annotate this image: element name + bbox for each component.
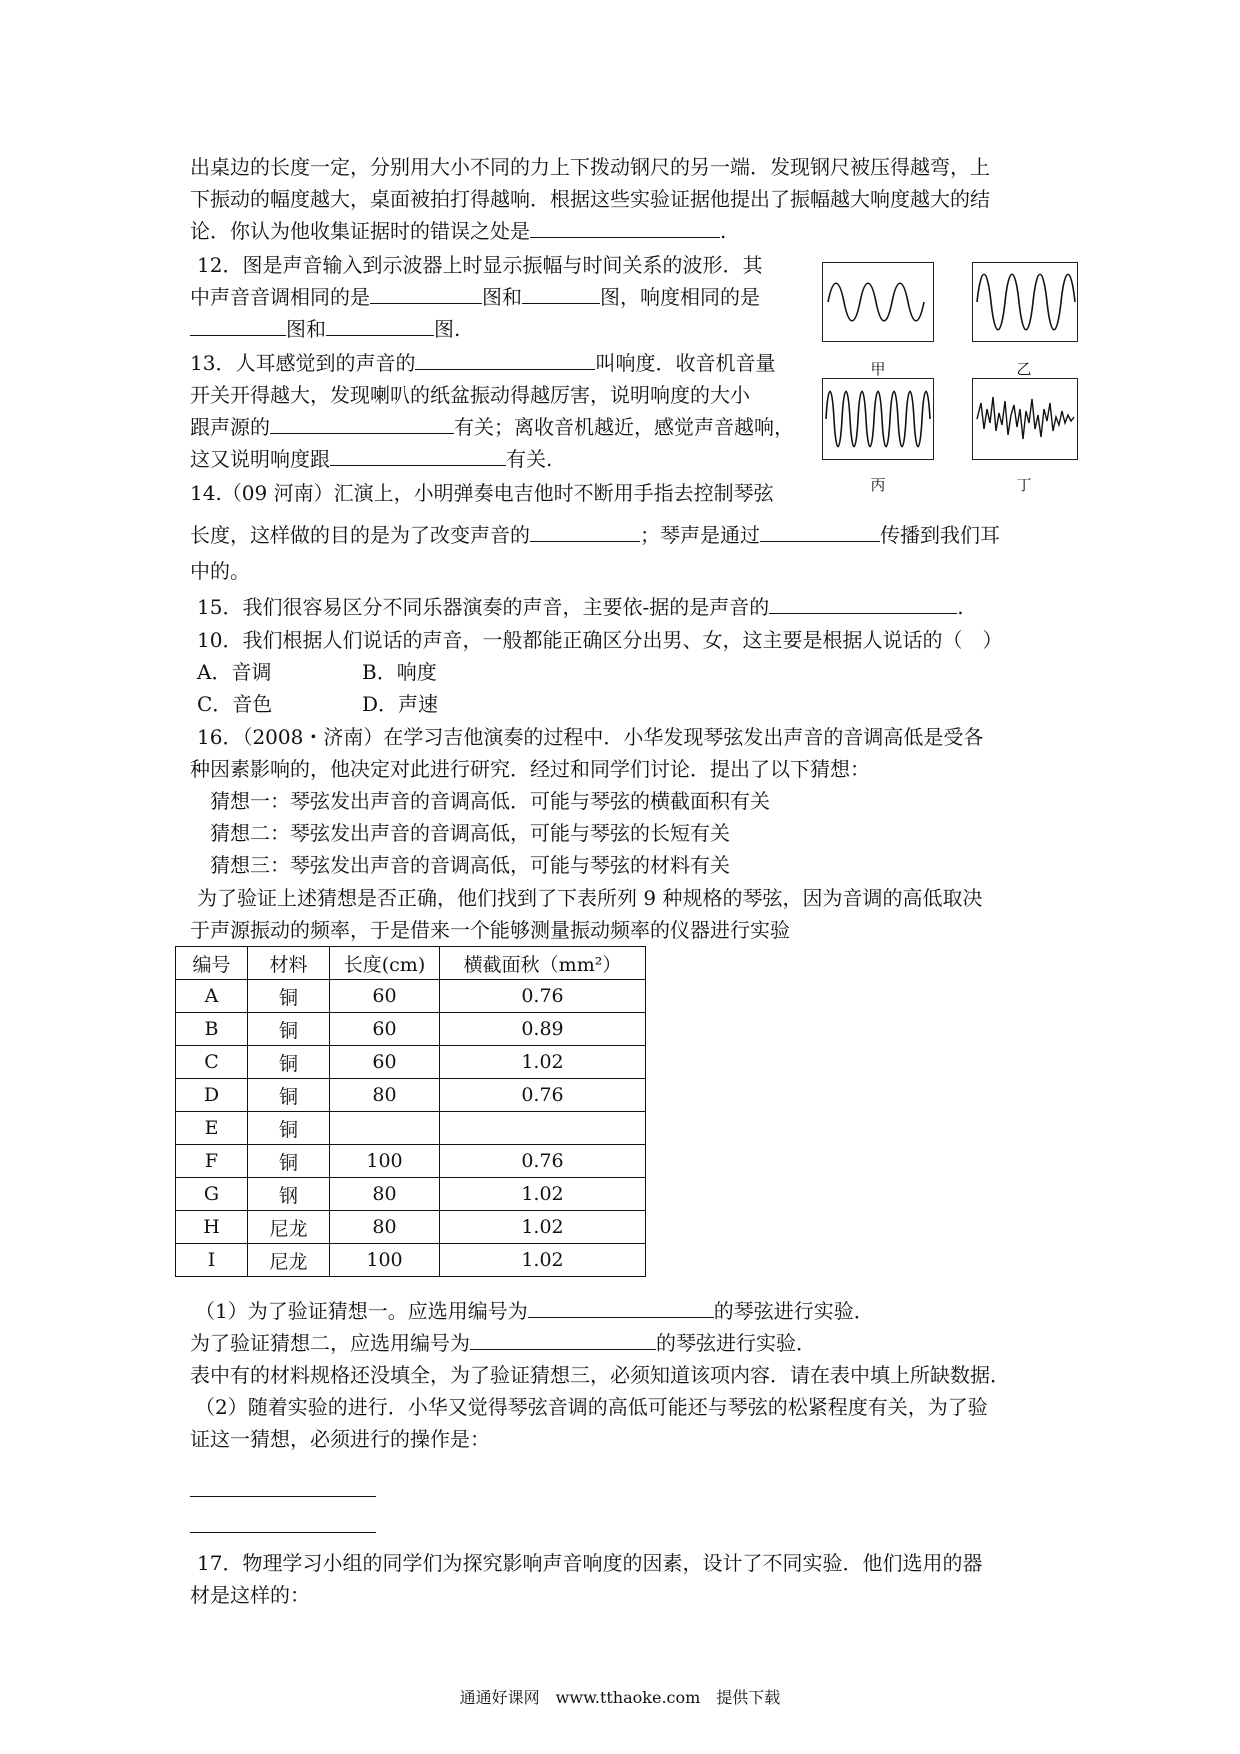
q14-blank-1[interactable] — [530, 521, 640, 542]
waveform-a-graphic — [823, 263, 933, 341]
q12-blank-2[interactable] — [522, 283, 600, 304]
q12-blank-4[interactable] — [326, 315, 434, 336]
q16-guess-3: 猜想三：琴弦发出声音的音调高低，可能与琴弦的材料有关 — [210, 853, 730, 877]
q15-period: . — [957, 595, 964, 619]
cell-area: 0.76 — [440, 1079, 646, 1112]
q16-guess-2: 猜想二：琴弦发出声音的音调高低，可能与琴弦的长短有关 — [210, 821, 730, 845]
q17-line-1: 17．物理学习小组的同学们为探究影响声音响度的因素，设计了不同实验．他们选用的器 — [197, 1551, 983, 1575]
q14-text-c: 传播到我们耳 — [880, 523, 1000, 547]
cell-id: B — [176, 1013, 248, 1046]
waveform-b-graphic — [973, 263, 1077, 341]
q16-answer-line-1[interactable] — [190, 1496, 376, 1497]
cell-area: 0.89 — [440, 1013, 646, 1046]
waveform-d-label: 丁 — [1016, 476, 1032, 494]
q13-text-a: 13．人耳感觉到的声音的 — [190, 351, 416, 375]
q16-part1b-suffix: 的琴弦进行实验． — [656, 1331, 816, 1355]
q16-line-1: 16．（2008・济南）在学习吉他演奏的过程中．小华发现琴弦发出声音的音调高低是受各 — [197, 725, 984, 749]
table-row — [176, 1013, 646, 1046]
q14-line-1: 14.（09 河南）汇演上，小明弹奏电吉他时不断用手指去控制琴弦 — [190, 481, 774, 505]
q16-part1b — [190, 1328, 816, 1358]
q11-answer-blank[interactable] — [530, 217, 720, 238]
q13-text-e: 这又说明响度跟 — [190, 447, 330, 471]
q16-part1b-blank[interactable] — [470, 1329, 656, 1350]
table-row — [176, 1178, 646, 1211]
q16-part2-line-1: （2）随着实验的进行．小华又觉得琴弦音调的高低可能还与琴弦的松紧程度有关，为了验 — [195, 1395, 988, 1419]
cell-length: 80 — [330, 1211, 440, 1244]
waveform-b — [972, 262, 1078, 342]
cell-area: 1.02 — [440, 1244, 646, 1277]
q16-part1-blank[interactable] — [528, 1297, 714, 1318]
q12-blank-3[interactable] — [190, 315, 286, 336]
cell-area: 1.02 — [440, 1211, 646, 1244]
q12-text-e: 图. — [434, 317, 461, 341]
q13-blank-1[interactable] — [415, 349, 595, 370]
cell-material: 铜 — [248, 1079, 330, 1112]
q11-line-1: 出桌边的长度一定，分别用大小不同的力上下拨动钢尺的另一端．发现钢尺被压得越弯，上 — [190, 155, 990, 179]
cell-material: 尼龙 — [248, 1211, 330, 1244]
q15-blank[interactable] — [769, 593, 957, 614]
cell-id: I — [176, 1244, 248, 1277]
table-row — [176, 980, 646, 1013]
waveform-d-graphic — [973, 379, 1077, 459]
q13-line-4 — [190, 444, 552, 474]
q16-line-7: 于声源振动的频率，于是借来一个能够测量振动频率的仪器进行实验 — [190, 918, 790, 942]
q14-line-2 — [190, 520, 1000, 550]
q10-option-a[interactable]: A．音调 — [197, 660, 272, 684]
header-material: 材料 — [248, 947, 330, 980]
cell-material: 钢 — [248, 1178, 330, 1211]
q12-text-b: 图和 — [482, 285, 522, 309]
q12-text-a: 中声音音调相同的是 — [190, 285, 370, 309]
string-spec-table — [175, 946, 646, 1277]
q10-option-b[interactable]: B．响度 — [362, 660, 437, 684]
header-id: 编号 — [176, 947, 248, 980]
q16-part1c: 表中有的材料规格还没填全，为了验证猜想三，必须知道该项内容．请在表中填上所缺数据． — [190, 1363, 1010, 1387]
cell-id: H — [176, 1211, 248, 1244]
q11-line-3 — [190, 216, 726, 246]
table-row — [176, 1145, 646, 1178]
q11-line-2: 下振动的幅度越大，桌面被拍打得越响．根据这些实验证据他提出了振幅越大响度越大的结 — [190, 187, 990, 211]
cell-material: 铜 — [248, 1112, 330, 1145]
q10-stem: 10．我们根据人们说话的声音，一般都能正确区分出男、女，这主要是根据人说话的（ ） — [197, 628, 1003, 652]
q13-text-d: 有关；离收音机越近，感觉声音越响， — [454, 415, 794, 439]
q16-guess-1: 猜想一：琴弦发出声音的音调高低．可能与琴弦的横截面积有关 — [210, 789, 770, 813]
q14-text-b: ；琴声是通过 — [640, 523, 760, 547]
q12-text-c: 图，响度相同的是 — [600, 285, 760, 309]
spec-table-body — [176, 947, 646, 1277]
q16-line-6: 为了验证上述猜想是否正确，他们找到了下表所列 9 种规格的琴弦，因为音调的高低取决 — [197, 886, 983, 910]
cell-id: F — [176, 1145, 248, 1178]
cell-length: 100 — [330, 1145, 440, 1178]
waveform-d — [972, 378, 1078, 460]
q16-part1-text: （1）为了验证猜想一。应选用编号为 — [195, 1299, 528, 1323]
cell-id: E — [176, 1112, 248, 1145]
q13-text-c: 跟声源的 — [190, 415, 270, 439]
q14-text-a: 长度，这样做的目的是为了改变声音的 — [190, 523, 530, 547]
cell-material: 铜 — [248, 1046, 330, 1079]
q11-period: . — [720, 219, 727, 243]
waveform-a — [822, 262, 934, 342]
q12-line-2 — [190, 282, 760, 312]
q12-line-1: 12．图是声音输入到示波器上时显示振幅与时间关系的波形．其 — [197, 253, 763, 277]
q13-text-f: 有关. — [506, 447, 553, 471]
cell-length: 100 — [330, 1244, 440, 1277]
q13-line-3 — [190, 412, 794, 442]
cell-area[interactable] — [440, 1112, 646, 1145]
cell-material: 铜 — [248, 1013, 330, 1046]
cell-area: 1.02 — [440, 1046, 646, 1079]
cell-material: 铜 — [248, 980, 330, 1013]
q13-blank-2[interactable] — [270, 413, 454, 434]
waveform-a-label: 甲 — [870, 360, 886, 378]
waveform-b-label: 乙 — [1016, 360, 1032, 378]
q17-line-2: 材是这样的： — [190, 1583, 310, 1607]
q13-line-1 — [190, 348, 775, 378]
q13-text-b: 叫响度．收音机音量 — [595, 351, 776, 375]
table-row — [176, 1046, 646, 1079]
q13-line-2: 开关开得越大，发现喇叭的纸盆振动得越厉害，说明响度的大小 — [190, 383, 750, 407]
q13-blank-3[interactable] — [330, 445, 506, 466]
cell-id: C — [176, 1046, 248, 1079]
q15-text: 15．我们很容易区分不同乐器演奏的声音，主要依-据的是声音的 — [197, 595, 770, 619]
q11-text: 论．你认为他收集证据时的错误之处是 — [190, 219, 530, 243]
cell-id: A — [176, 980, 248, 1013]
cell-material: 铜 — [248, 1145, 330, 1178]
q14-blank-2[interactable] — [760, 521, 880, 542]
q16-part1b-text: 为了验证猜想二，应选用编号为 — [190, 1331, 470, 1355]
cell-id: G — [176, 1178, 248, 1211]
cell-length[interactable] — [330, 1112, 440, 1145]
q10-option-c[interactable]: C．音色 — [197, 692, 273, 716]
cell-length: 80 — [330, 1178, 440, 1211]
q12-line-3 — [190, 314, 460, 344]
q15-line-1 — [197, 592, 964, 622]
q14-line-3: 中的。 — [190, 559, 250, 583]
cell-area: 0.76 — [440, 980, 646, 1013]
q10-option-d[interactable]: D．声速 — [362, 692, 439, 716]
table-row — [176, 1112, 646, 1145]
cell-length: 60 — [330, 1046, 440, 1079]
page-footer: 通通好课网 www.tthaoke.com 提供下载 — [459, 1688, 781, 1707]
header-length: 长度(cm) — [330, 947, 440, 980]
cell-material: 尼龙 — [248, 1244, 330, 1277]
q16-answer-line-2[interactable] — [190, 1532, 376, 1533]
table-row — [176, 1079, 646, 1112]
cell-id: D — [176, 1079, 248, 1112]
waveform-c-label: 丙 — [870, 476, 886, 494]
waveform-c — [822, 378, 934, 460]
q12-blank-1[interactable] — [370, 283, 482, 304]
cell-area: 0.76 — [440, 1145, 646, 1178]
q12-text-d: 图和 — [286, 317, 326, 341]
q16-part1 — [195, 1296, 874, 1326]
q16-part1-suffix: 的琴弦进行实验． — [713, 1299, 874, 1323]
table-row — [176, 1244, 646, 1277]
table-header-row — [176, 947, 646, 980]
cell-length: 60 — [330, 1013, 440, 1046]
cell-area: 1.02 — [440, 1178, 646, 1211]
cell-length: 80 — [330, 1079, 440, 1112]
q16-line-2: 种因素影响的，他决定对此进行研究．经过和同学们讨论．提出了以下猜想： — [190, 757, 870, 781]
cell-length: 60 — [330, 980, 440, 1013]
q16-part2-line-2: 证这一猜想，必须进行的操作是： — [190, 1427, 490, 1451]
table-row — [176, 1211, 646, 1244]
header-area: 横截面秋（mm²） — [440, 947, 646, 980]
waveform-c-graphic — [823, 379, 933, 459]
